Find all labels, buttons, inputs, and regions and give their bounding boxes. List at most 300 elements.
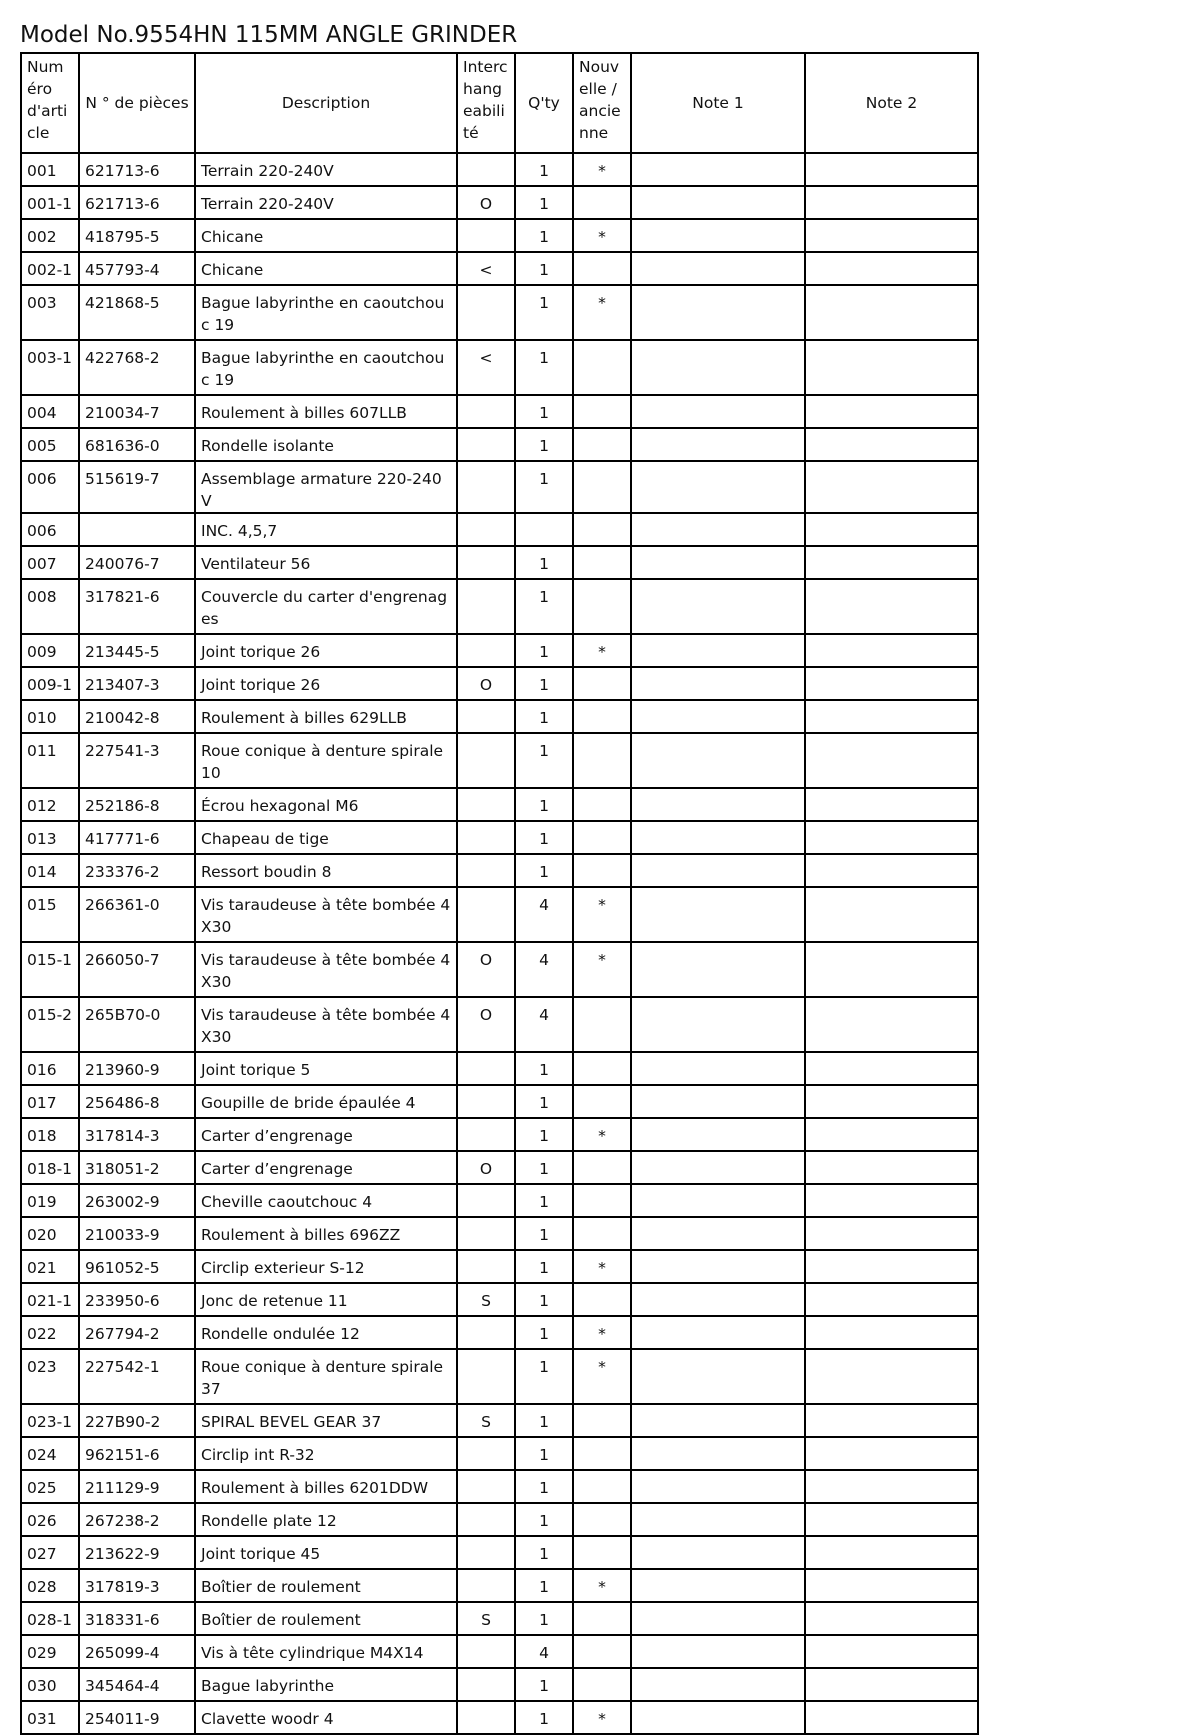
table-row [21,1349,978,1404]
cell-new-old [573,395,631,428]
cell-quantity: 1 [515,821,573,854]
cell-item-number: 017 [21,1085,79,1118]
cell-item-number: 025 [21,1470,79,1503]
cell-part-number: 421868-5 [79,285,195,340]
header-note-2: Note 2 [805,53,978,153]
cell-part-number: 210034-7 [79,395,195,428]
cell-new-old [573,788,631,821]
cell-interchangeability [457,788,515,821]
cell-note-1 [631,340,805,395]
cell-description: Circlip exterieur S-12 [195,1250,457,1283]
cell-interchangeability [457,1470,515,1503]
cell-part-number: 213407-3 [79,667,195,700]
cell-part-number: 621713-6 [79,153,195,186]
cell-interchangeability [457,1316,515,1349]
cell-note-1 [631,1118,805,1151]
cell-note-2 [805,1085,978,1118]
cell-note-1 [631,788,805,821]
cell-item-number: 030 [21,1668,79,1701]
cell-part-number: 345464-4 [79,1668,195,1701]
cell-description: Bague labyrinthe en caoutchouc 19 [195,285,457,340]
cell-item-number: 027 [21,1536,79,1569]
table-row [21,1184,978,1217]
cell-description: Roulement à billes 629LLB [195,700,457,733]
cell-item-number: 001 [21,153,79,186]
cell-new-old [573,1184,631,1217]
cell-note-2 [805,1250,978,1283]
cell-item-number: 016 [21,1052,79,1085]
cell-new-old [573,1052,631,1085]
cell-note-1 [631,854,805,887]
cell-quantity: 1 [515,186,573,219]
cell-new-old [573,1283,631,1316]
cell-new-old [573,1470,631,1503]
cell-note-1 [631,1349,805,1404]
cell-note-2 [805,219,978,252]
table-row [21,579,978,634]
cell-quantity: 1 [515,1349,573,1404]
cell-note-1 [631,1404,805,1437]
cell-note-2 [805,1316,978,1349]
cell-quantity: 1 [515,395,573,428]
cell-part-number: 252186-8 [79,788,195,821]
cell-quantity: 1 [515,285,573,340]
cell-note-1 [631,1437,805,1470]
cell-note-2 [805,1217,978,1250]
cell-description: Couvercle du carter d'engrenages [195,579,457,634]
cell-quantity: 1 [515,1085,573,1118]
cell-quantity: 1 [515,1470,573,1503]
cell-item-number: 023 [21,1349,79,1404]
cell-note-2 [805,1701,978,1734]
cell-description: Joint torique 45 [195,1536,457,1569]
cell-item-number: 028-1 [21,1602,79,1635]
cell-note-1 [631,887,805,942]
cell-note-2 [805,340,978,395]
cell-quantity: 1 [515,252,573,285]
cell-description: Roulement à billes 607LLB [195,395,457,428]
cell-part-number: 233376-2 [79,854,195,887]
cell-part-number: 961052-5 [79,1250,195,1283]
cell-new-old: * [573,887,631,942]
cell-note-1 [631,821,805,854]
cell-note-1 [631,1470,805,1503]
cell-note-1 [631,513,805,546]
table-row [21,1437,978,1470]
cell-quantity: 1 [515,1052,573,1085]
table-row [21,1569,978,1602]
cell-quantity: 1 [515,1316,573,1349]
cell-new-old: * [573,1118,631,1151]
table-row [21,1085,978,1118]
cell-quantity: 1 [515,1118,573,1151]
cell-description: Carter d’engrenage [195,1118,457,1151]
cell-note-2 [805,1668,978,1701]
table-row [21,788,978,821]
table-row [21,461,978,513]
cell-part-number: 267238-2 [79,1503,195,1536]
table-row [21,395,978,428]
header-description: Description [195,53,457,153]
document-title: Model No.9554HN 115MM ANGLE GRINDER [20,22,518,48]
cell-part-number: 266361-0 [79,887,195,942]
table-row [21,546,978,579]
cell-new-old: * [573,1250,631,1283]
cell-interchangeability [457,1437,515,1470]
cell-new-old: * [573,219,631,252]
table-row [21,1217,978,1250]
cell-part-number: 317821-6 [79,579,195,634]
cell-description: Joint torique 26 [195,667,457,700]
cell-note-2 [805,854,978,887]
cell-interchangeability [457,285,515,340]
cell-item-number: 003 [21,285,79,340]
cell-interchangeability [457,219,515,252]
cell-item-number: 022 [21,1316,79,1349]
cell-note-2 [805,461,978,513]
cell-new-old: * [573,285,631,340]
cell-interchangeability [457,1184,515,1217]
cell-interchangeability [457,1635,515,1668]
cell-item-number: 005 [21,428,79,461]
cell-item-number: 028 [21,1569,79,1602]
table-row [21,1316,978,1349]
cell-interchangeability [457,733,515,788]
cell-note-2 [805,428,978,461]
cell-note-2 [805,1503,978,1536]
table-row [21,1668,978,1701]
header-quantity: Q'ty [515,53,573,153]
cell-note-1 [631,1283,805,1316]
cell-part-number: 318051-2 [79,1151,195,1184]
header-new-old: Nouvelle / ancienne [573,53,631,153]
cell-quantity: 1 [515,1701,573,1734]
cell-note-1 [631,1217,805,1250]
table-row [21,1536,978,1569]
cell-new-old [573,821,631,854]
cell-description: INC. 4,5,7 [195,513,457,546]
cell-note-2 [805,153,978,186]
cell-new-old [573,1085,631,1118]
cell-note-2 [805,887,978,942]
cell-new-old [573,1437,631,1470]
cell-new-old [573,1217,631,1250]
table-row [21,153,978,186]
cell-item-number: 013 [21,821,79,854]
cell-note-2 [805,1283,978,1316]
table-row [21,667,978,700]
cell-quantity: 1 [515,1250,573,1283]
cell-part-number: 213960-9 [79,1052,195,1085]
cell-item-number: 021 [21,1250,79,1283]
table-row [21,1701,978,1734]
cell-quantity: 4 [515,997,573,1052]
cell-interchangeability: < [457,252,515,285]
cell-note-2 [805,700,978,733]
cell-new-old: * [573,153,631,186]
cell-part-number: 267794-2 [79,1316,195,1349]
cell-note-2 [805,252,978,285]
cell-description: Joint torique 5 [195,1052,457,1085]
cell-item-number: 031 [21,1701,79,1734]
cell-interchangeability [457,1701,515,1734]
cell-new-old [573,1602,631,1635]
header-interchangeability: Interchangeabilité [457,53,515,153]
cell-part-number: 213622-9 [79,1536,195,1569]
table-row [21,340,978,395]
table-row [21,285,978,340]
cell-description: Roue conique à denture spirale 37 [195,1349,457,1404]
cell-interchangeability [457,887,515,942]
cell-quantity: 1 [515,1569,573,1602]
cell-item-number: 010 [21,700,79,733]
cell-description: Vis à tête cylindrique M4X14 [195,1635,457,1668]
cell-quantity: 1 [515,428,573,461]
cell-item-number: 006 [21,461,79,513]
cell-item-number: 011 [21,733,79,788]
table-row [21,1503,978,1536]
cell-description: Écrou hexagonal M6 [195,788,457,821]
cell-item-number: 009-1 [21,667,79,700]
cell-part-number: 233950-6 [79,1283,195,1316]
cell-quantity: 1 [515,1217,573,1250]
cell-note-1 [631,1536,805,1569]
cell-note-1 [631,1503,805,1536]
cell-quantity: 1 [515,733,573,788]
cell-note-1 [631,942,805,997]
cell-part-number: 210033-9 [79,1217,195,1250]
cell-description: Ressort boudin 8 [195,854,457,887]
cell-interchangeability [457,461,515,513]
table-row [21,513,978,546]
cell-new-old: * [573,1569,631,1602]
table-row [21,1283,978,1316]
cell-note-2 [805,942,978,997]
cell-description: Terrain 220-240V [195,186,457,219]
cell-note-2 [805,513,978,546]
cell-note-1 [631,700,805,733]
cell-item-number: 020 [21,1217,79,1250]
cell-interchangeability [457,634,515,667]
cell-description: Clavette woodr 4 [195,1701,457,1734]
cell-description: Rondelle plate 12 [195,1503,457,1536]
cell-item-number: 024 [21,1437,79,1470]
cell-quantity: 1 [515,1437,573,1470]
cell-part-number: 240076-7 [79,546,195,579]
cell-note-2 [805,997,978,1052]
cell-new-old [573,997,631,1052]
cell-note-2 [805,1602,978,1635]
cell-new-old: * [573,634,631,667]
cell-note-2 [805,1569,978,1602]
cell-description: Assemblage armature 220-240V [195,461,457,513]
table-row [21,1052,978,1085]
cell-note-1 [631,1085,805,1118]
cell-interchangeability: S [457,1404,515,1437]
table-row [21,1635,978,1668]
cell-part-number: 265099-4 [79,1635,195,1668]
table-row [21,1404,978,1437]
cell-note-2 [805,821,978,854]
cell-new-old [573,733,631,788]
table-row [21,1602,978,1635]
cell-note-1 [631,395,805,428]
table-row [21,700,978,733]
cell-quantity: 1 [515,1151,573,1184]
cell-interchangeability: O [457,667,515,700]
cell-interchangeability: O [457,186,515,219]
cell-interchangeability [457,395,515,428]
cell-note-1 [631,1250,805,1283]
cell-description: Boîtier de roulement [195,1569,457,1602]
cell-note-1 [631,1052,805,1085]
cell-interchangeability [457,153,515,186]
cell-quantity: 1 [515,854,573,887]
cell-note-1 [631,733,805,788]
cell-interchangeability [457,1217,515,1250]
cell-description: Bague labyrinthe en caoutchouc 19 [195,340,457,395]
cell-interchangeability: < [457,340,515,395]
cell-note-2 [805,667,978,700]
header-note-1: Note 1 [631,53,805,153]
table-row [21,1250,978,1283]
cell-interchangeability [457,1503,515,1536]
cell-description: Chicane [195,252,457,285]
cell-note-1 [631,997,805,1052]
cell-item-number: 029 [21,1635,79,1668]
table-row [21,1118,978,1151]
cell-note-1 [631,1602,805,1635]
cell-item-number: 018 [21,1118,79,1151]
cell-description: Roulement à billes 696ZZ [195,1217,457,1250]
cell-note-1 [631,579,805,634]
cell-quantity: 1 [515,788,573,821]
table-row [21,1470,978,1503]
cell-interchangeability [457,513,515,546]
cell-interchangeability [457,1085,515,1118]
cell-interchangeability: O [457,942,515,997]
cell-note-1 [631,1668,805,1701]
cell-description: SPIRAL BEVEL GEAR 37 [195,1404,457,1437]
cell-interchangeability [457,821,515,854]
cell-part-number: 621713-6 [79,186,195,219]
cell-item-number: 015 [21,887,79,942]
table-header-row [21,53,978,153]
cell-quantity: 1 [515,1503,573,1536]
cell-description: Chapeau de tige [195,821,457,854]
cell-new-old [573,1635,631,1668]
cell-note-1 [631,634,805,667]
cell-interchangeability [457,1569,515,1602]
cell-interchangeability: S [457,1283,515,1316]
cell-note-2 [805,1635,978,1668]
cell-new-old [573,461,631,513]
cell-part-number: 962151-6 [79,1437,195,1470]
cell-part-number: 457793-4 [79,252,195,285]
cell-item-number: 009 [21,634,79,667]
cell-note-2 [805,1184,978,1217]
cell-item-number: 015-1 [21,942,79,997]
cell-new-old [573,1503,631,1536]
table-row [21,634,978,667]
cell-interchangeability: O [457,1151,515,1184]
cell-new-old [573,1536,631,1569]
cell-part-number: 211129-9 [79,1470,195,1503]
cell-note-2 [805,634,978,667]
cell-quantity: 1 [515,153,573,186]
cell-description: Rondelle isolante [195,428,457,461]
cell-note-2 [805,579,978,634]
cell-description: Vis taraudeuse à tête bombée 4X30 [195,942,457,997]
cell-note-2 [805,788,978,821]
cell-note-2 [805,1349,978,1404]
cell-quantity: 1 [515,667,573,700]
cell-interchangeability: S [457,1602,515,1635]
parts-table [20,52,979,1735]
cell-interchangeability [457,1250,515,1283]
cell-part-number: 227B90-2 [79,1404,195,1437]
cell-part-number: 227542-1 [79,1349,195,1404]
cell-quantity: 1 [515,340,573,395]
cell-new-old [573,854,631,887]
cell-quantity: 1 [515,1536,573,1569]
cell-item-number: 023-1 [21,1404,79,1437]
cell-note-1 [631,285,805,340]
cell-item-number: 012 [21,788,79,821]
cell-interchangeability [457,1118,515,1151]
table-row [21,428,978,461]
cell-part-number: 317814-3 [79,1118,195,1151]
cell-item-number: 008 [21,579,79,634]
cell-item-number: 014 [21,854,79,887]
cell-note-2 [805,1470,978,1503]
table-row [21,1151,978,1184]
cell-part-number: 254011-9 [79,1701,195,1734]
cell-new-old [573,1151,631,1184]
cell-note-1 [631,1316,805,1349]
cell-new-old [573,1404,631,1437]
cell-new-old [573,700,631,733]
cell-quantity: 4 [515,1635,573,1668]
cell-description: Jonc de retenue 11 [195,1283,457,1316]
cell-part-number: 317819-3 [79,1569,195,1602]
table-row [21,997,978,1052]
cell-new-old [573,1668,631,1701]
header-item-number: Numéro d'article [21,53,79,153]
cell-quantity: 1 [515,700,573,733]
cell-new-old [573,340,631,395]
cell-part-number: 263002-9 [79,1184,195,1217]
cell-note-2 [805,546,978,579]
table-row [21,821,978,854]
cell-item-number: 015-2 [21,997,79,1052]
cell-note-1 [631,1184,805,1217]
cell-note-2 [805,186,978,219]
cell-quantity: 1 [515,1184,573,1217]
cell-note-2 [805,1118,978,1151]
cell-part-number: 210042-8 [79,700,195,733]
cell-note-1 [631,186,805,219]
cell-quantity: 1 [515,1602,573,1635]
cell-part-number: 213445-5 [79,634,195,667]
cell-part-number: 417771-6 [79,821,195,854]
cell-new-old: * [573,1316,631,1349]
cell-description: Rondelle ondulée 12 [195,1316,457,1349]
cell-note-1 [631,1701,805,1734]
table-row [21,219,978,252]
cell-quantity: 1 [515,1283,573,1316]
cell-description: Goupille de bride épaulée 4 [195,1085,457,1118]
